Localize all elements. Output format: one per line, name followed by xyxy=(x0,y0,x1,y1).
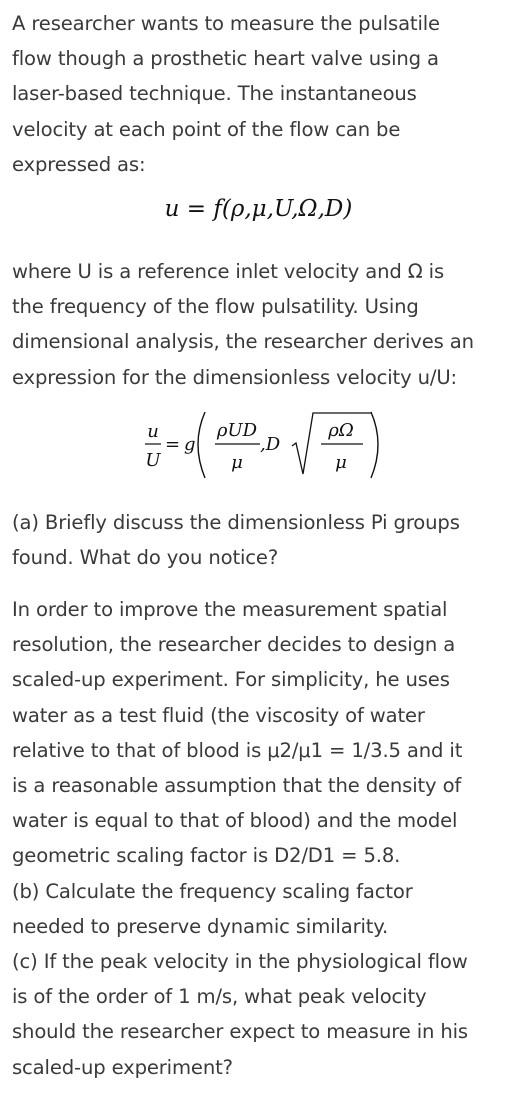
question-a-paragraph: (a) Briefly discuss the dimensionless Pi groups found. What do you notice? xyxy=(12,511,460,570)
eq-pi1-denominator: μ xyxy=(231,452,243,473)
dimensionless-velocity-equation xyxy=(143,408,383,484)
definition-paragraph: where U is a reference inlet velocity and Ω is the frequency of the flow pulsatility. Using dimensional analysis, the researcher derives an expression for the dimensionless velocity u/U: xyxy=(12,260,474,389)
eq-lhs-numerator: u xyxy=(147,421,159,442)
body-paragraph: In order to improve the measurement spatial resolution, the researcher decides to design a scaled-up experiment. For simplicity, he uses water as a test fluid (the viscosity of water relative to that of blood is μ2/μ1 = 1/3.5 and it is a reasonable assumption that the density of water is equal to that of blood) and the model geometric scaling factor is D2/D1 = 5.8. (b) Calculate the frequency scaling factor needed to preserve dynamic similarity. (c) If the peak velocity in the physiological flow is of the order of 1 m/s, what peak velocity should the researcher expect to measure in his scaled-up experiment? xyxy=(12,598,468,1079)
eq-left-paren xyxy=(198,412,205,478)
eq-right-paren xyxy=(371,412,378,478)
eq-pi3-denominator: μ xyxy=(335,452,347,473)
eq-comma-d: ,D xyxy=(260,434,281,455)
eq-pi3-numerator: ρΩ xyxy=(328,420,354,441)
intro-paragraph: A researcher wants to measure the pulsatile flow though a prosthetic heart valve using a laser-based technique. The instantaneous velocity at each point of the flow can be expressed as: xyxy=(12,12,440,176)
eq-function-g: g xyxy=(184,434,196,455)
eq-equals-sign: = xyxy=(165,434,181,455)
eq-lhs-denominator: U xyxy=(145,450,161,471)
eq-pi1-numerator: ρUD xyxy=(216,420,258,441)
velocity-function-equation: u = f(ρ,μ,U,Ω,D) xyxy=(164,196,353,222)
